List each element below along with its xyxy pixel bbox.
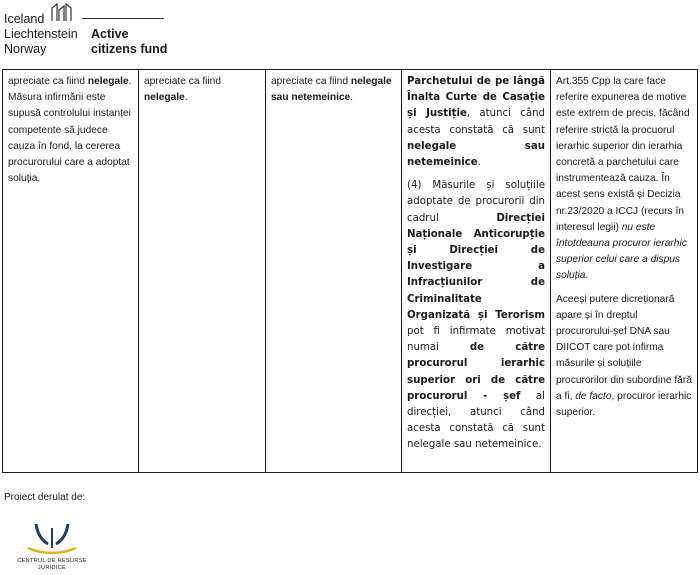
logo-divider-line (82, 18, 164, 19)
table-cell-col4 (402, 70, 551, 473)
crj-logo-text: CENTRUL DE RESURSE JURIDICE (17, 558, 87, 571)
table-row (3, 70, 698, 473)
table-cell-col1: apreciate ca fiind nelegale. Măsura infirmării este supusă controlului instanței competente să judece cauza în fond, la cererea procurorului care a adoptat soluția. (3, 70, 139, 473)
scales-icon (14, 518, 90, 558)
table-cell-col5 (551, 70, 698, 473)
table-cell-col3: apreciate ca fiind nelegale sau netemeinice. (266, 70, 402, 473)
logo-citizens-fund: citizens fund (91, 42, 168, 56)
logo-building-icon (51, 2, 79, 22)
footer-project-label: Proiect derulat de: (4, 492, 86, 503)
logo-country-liechtenstein: Liechtenstein (4, 27, 78, 41)
logo-country-iceland: Iceland (4, 12, 45, 26)
col4-paragraph-1: Parchetului de pe lângă Înalta Curte de Casație și Justiție, atunci când acesta constată că sunt nelegale sau netemeinice. (407, 76, 545, 169)
crj-logo (14, 518, 90, 574)
eea-grants-logo (4, 0, 174, 60)
col5-paragraph-1: Art.355 Cpp la care face referire expunerea de motive este extrem de precis, făcând referire strictă la procuorul ierarhic superior din ierarhia concretă a parchetului care instrumentează cauza. În acest sens există și Decizia nr.23/2020 a ICCJ (recurs în interesul legii) nu este întotdeauna procuror ierarhic superior celui care a dispus soluția. (556, 76, 690, 282)
table-cell-col2: apreciate ca fiind nelegale. (139, 70, 266, 473)
logo-active: Active (91, 27, 129, 41)
logo-country-norway: Norway (4, 42, 47, 56)
comparison-table (2, 69, 698, 473)
logo-fund-name (91, 27, 167, 57)
col4-paragraph-2: (4) Măsurile și soluțiile adoptate de procurorii din cadrul Direcției Naționale Anticorupție și Direcției de Investigare a Infracțiunilor de Criminalitate Organizată și Terorism pot fi infirmate motivat numai de către procurorul ierarhic superior ori de către procurorul - șef al direcției, atunci când acesta constată că sunt nelegale sau netemeinice. (407, 180, 545, 451)
col5-paragraph-2: Aceeși putere dicreționară apare și în dreptul procurorului-șef DNA sau DIICOT care pot infirma măsurile și soluțiile procurorilor din subordine fără a fi, de facto, procuror ierarhic superior. (556, 293, 692, 419)
